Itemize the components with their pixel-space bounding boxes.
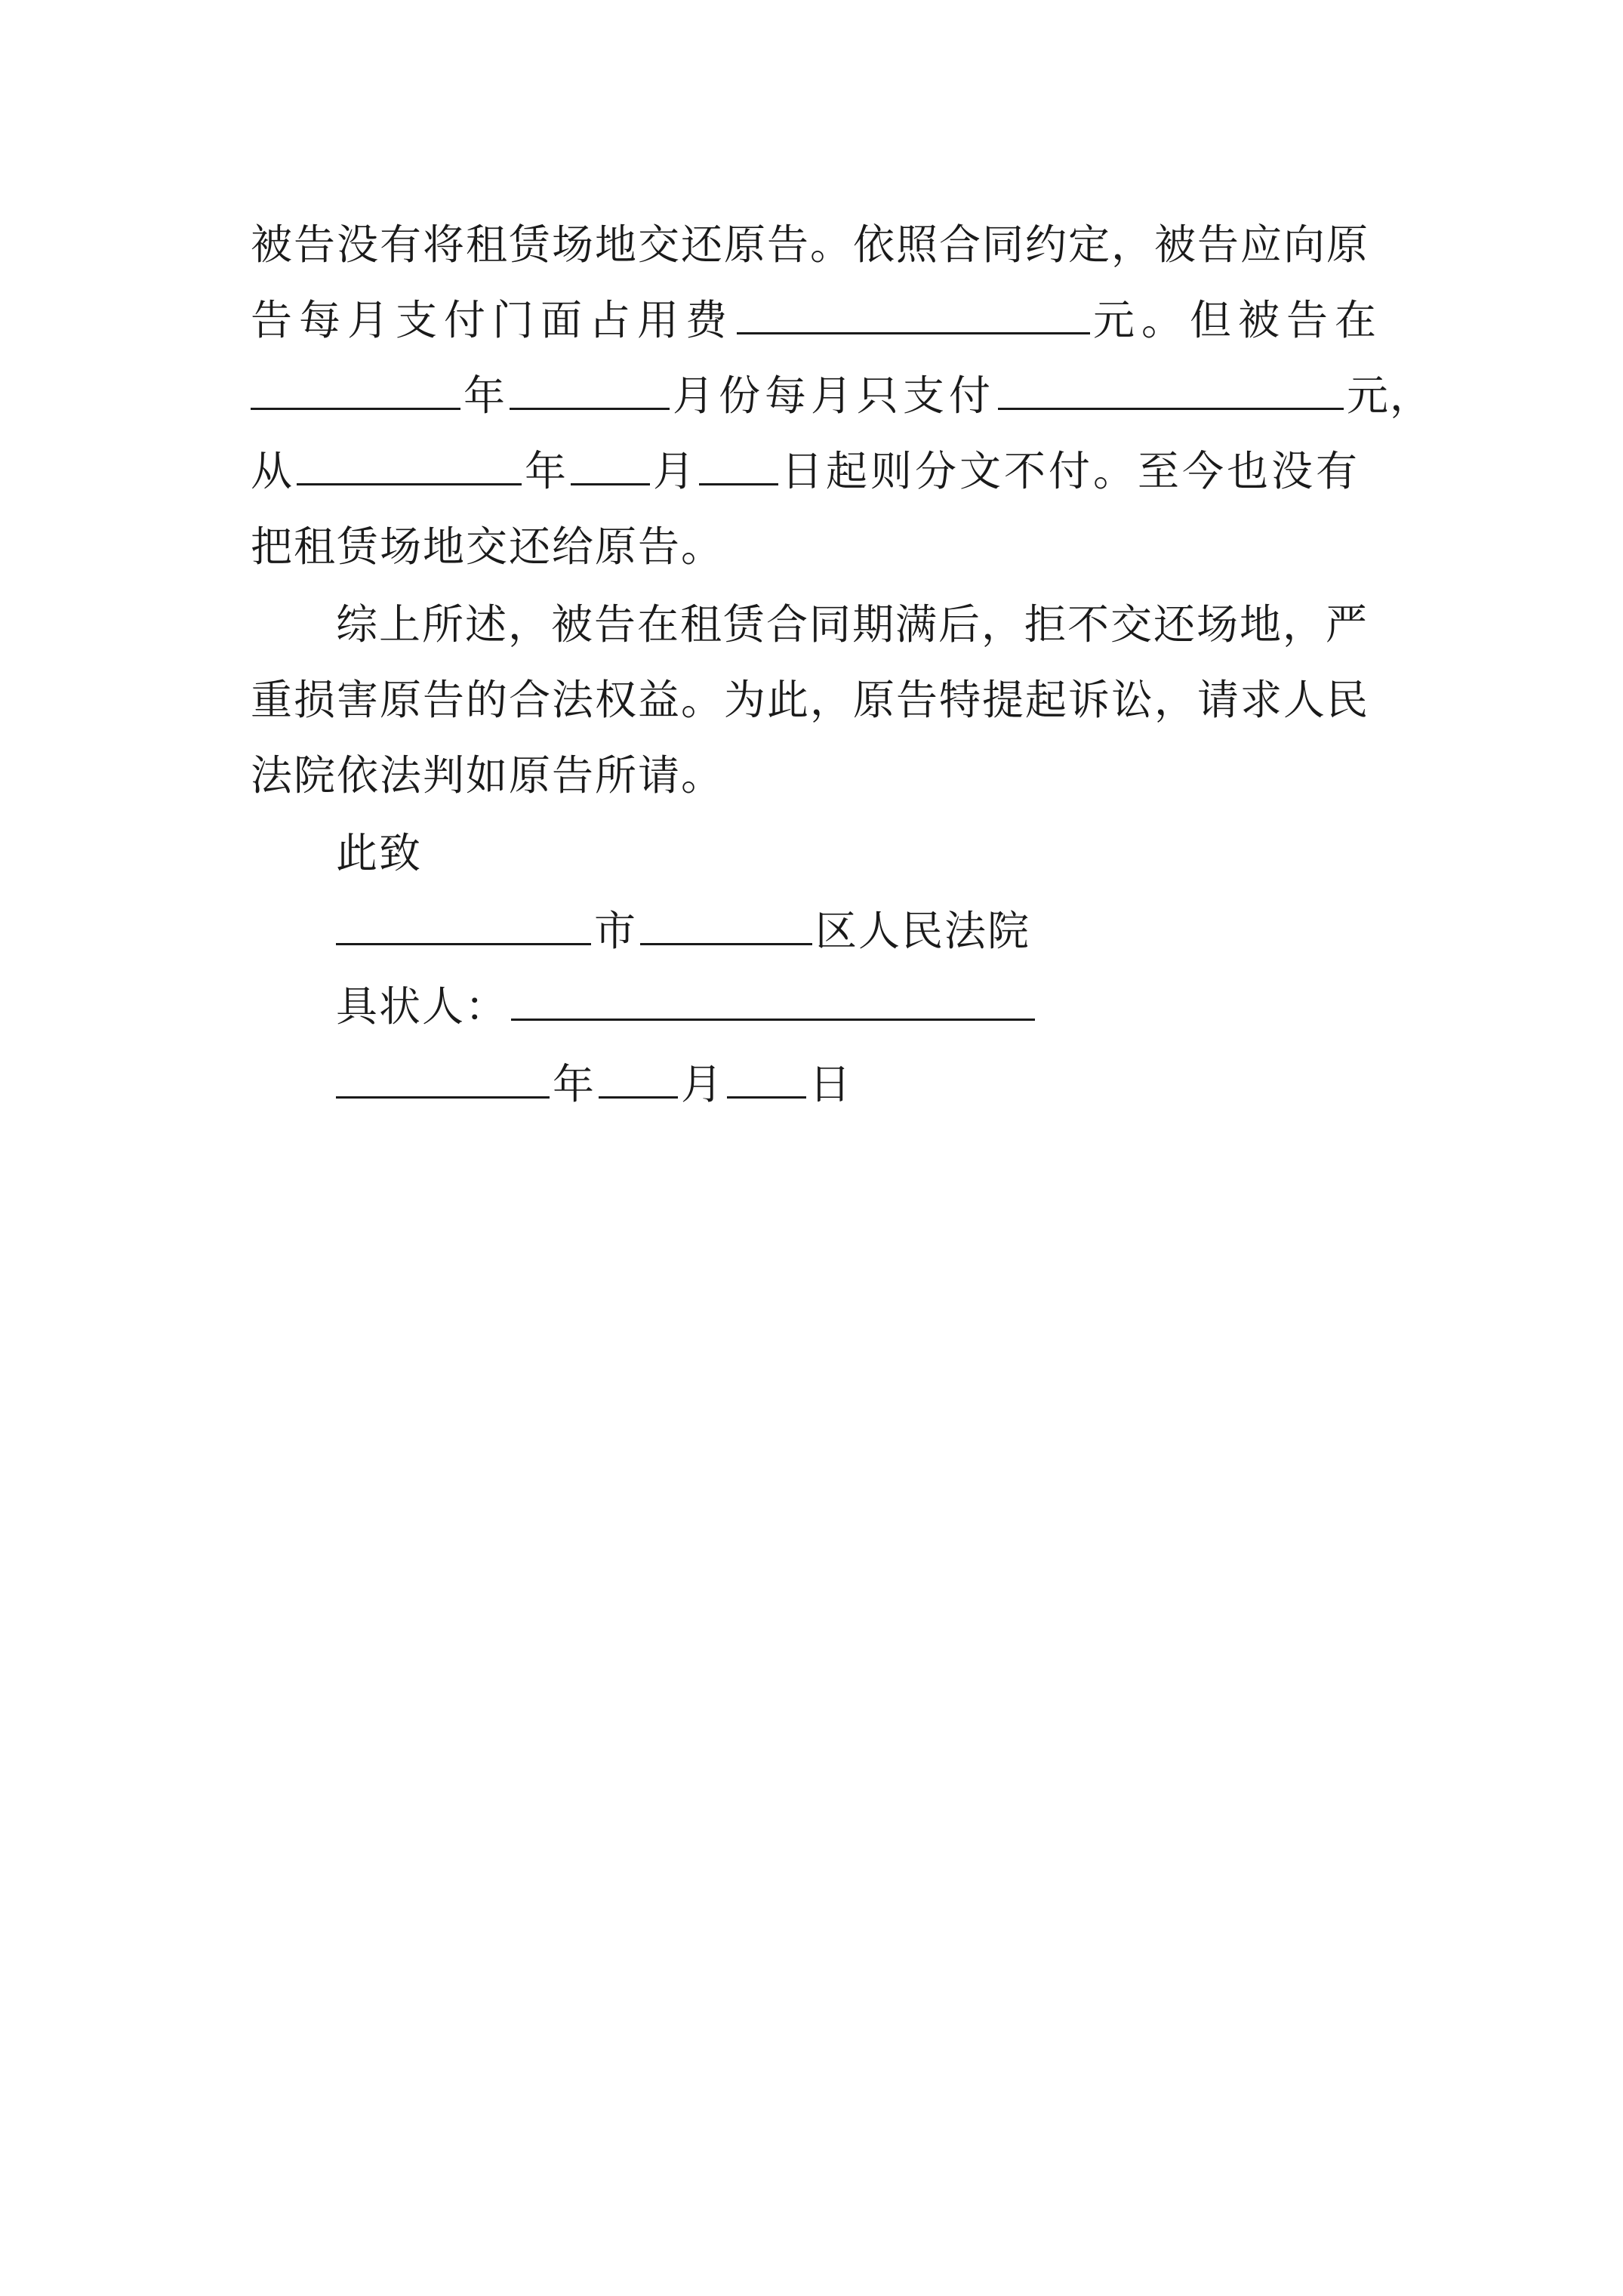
text: 重损害原告的合法权益。为此，原告特提起诉讼，请求人民: [251, 676, 1370, 724]
paragraph-1-line-1: [251, 207, 1369, 282]
text: 年: [553, 1060, 596, 1108]
text: 法院依法判如原告所请。: [251, 751, 725, 800]
text: 综上所述，被告在租赁合同期满后，拒不交还场地，严: [336, 600, 1369, 649]
year-blank[interactable]: [251, 359, 460, 410]
text: 告每月支付门面占用费: [251, 296, 735, 344]
paragraph-1-line-4: [251, 433, 1360, 509]
paragraph-1-line-2: [251, 282, 1383, 358]
text: 区人民法院: [815, 907, 1031, 955]
year-blank[interactable]: [336, 1048, 550, 1099]
signer-blank[interactable]: [511, 970, 1035, 1021]
month-blank[interactable]: [599, 1048, 678, 1099]
text: 日起则分文不付。至今也没有: [781, 447, 1361, 495]
text: 把租赁场地交还给原告。: [251, 522, 725, 571]
signer-line: [336, 969, 1038, 1044]
text: 被告没有将租赁场地交还原告。依照合同约定，被告应向原: [251, 220, 1370, 269]
fee-blank[interactable]: [737, 284, 1090, 334]
text: 年: [525, 447, 568, 495]
paragraph-2-line-3: [251, 738, 724, 813]
text: 市: [594, 907, 638, 955]
text: 具状人：: [336, 982, 509, 1031]
day-blank[interactable]: [699, 435, 778, 485]
paragraph-2-line-1: [336, 587, 1369, 662]
text: 此致: [336, 829, 423, 877]
text: 元。但被告在: [1093, 296, 1384, 344]
district-blank[interactable]: [640, 895, 812, 945]
court-line: [336, 893, 1030, 969]
text: 月: [681, 1060, 725, 1108]
paragraph-2-line-2: [251, 662, 1369, 738]
text: 元，: [1347, 371, 1434, 420]
text: 月: [653, 447, 697, 495]
year-blank[interactable]: [297, 435, 522, 485]
text: 年: [463, 371, 507, 420]
text: 月份每月只支付: [673, 371, 996, 420]
city-blank[interactable]: [336, 895, 591, 945]
day-blank[interactable]: [727, 1048, 806, 1099]
paragraph-1-line-3: [251, 358, 1433, 433]
amount-blank[interactable]: [998, 359, 1344, 410]
salutation: [336, 815, 422, 891]
date-line: [336, 1046, 852, 1122]
text: 从: [251, 447, 294, 495]
month-blank[interactable]: [510, 359, 670, 410]
month-blank[interactable]: [571, 435, 650, 485]
text: 日: [809, 1060, 853, 1108]
paragraph-1-line-5: [251, 509, 724, 584]
